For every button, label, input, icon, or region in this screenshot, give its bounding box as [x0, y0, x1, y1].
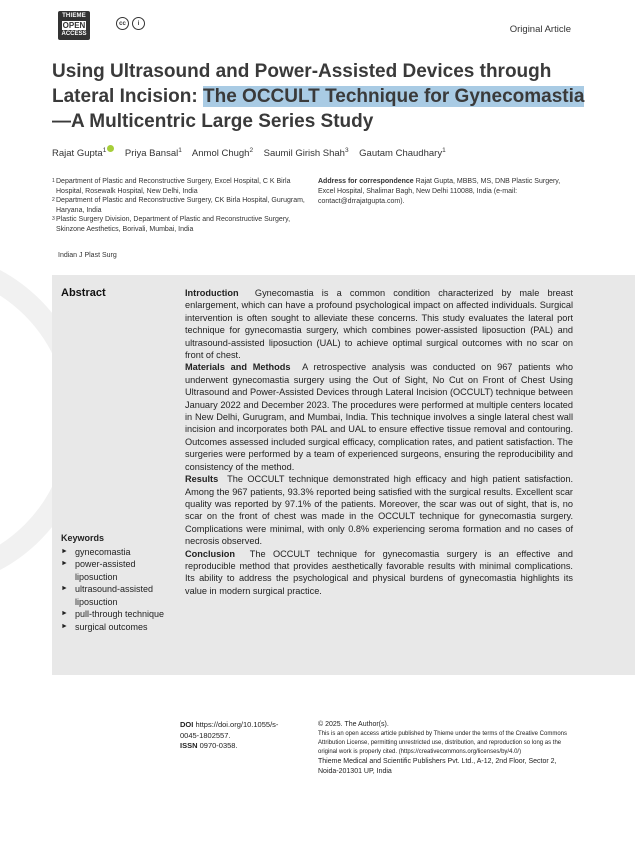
keywords: [61, 532, 176, 633]
article-type: Original Article: [509, 24, 571, 35]
affiliation-item: 1 Department of Plastic and Reconstructive Surgery, Excel Hospital, C K Birla Hospital, Rosewalk Hospital, New Delhi, India: [52, 178, 291, 195]
keywords-heading: Keywords: [61, 533, 105, 543]
by-icon: i: [132, 17, 145, 30]
article-title: Using Ultrasound and Power-Assisted Devices through Lateral Incision: The OCCULT Technique for Gynecomastia—A Multicentric Large Series Study: [52, 61, 585, 132]
author[interactable]: Gautam Chaudhary$^1$: [359, 147, 446, 160]
affiliation-item: 3 Plastic Surgery Division, Department of Plastic and Reconstructive Surgery, Skinzone Aesthetics, Borivali, Mumbai, India: [52, 216, 291, 233]
keyword-item[interactable]: ► gynecomastia: [61, 546, 176, 559]
doi-issn: DOI https://doi.org/10.1055/s-0045-1802557. ISSN 0970-0358.: [180, 720, 279, 750]
author[interactable]: Anmol Chugh$^2$: [191, 147, 254, 160]
abstract-section-introduction: Introduction Gynecomastia is a common condition characterized by male breast enlargement, which can have a profound psychological impact on affected individuals. Surgical intervention is often sought to alleviate these concerns. This study evaluates the lateral port technique for gynecomastia surgery, which combines power-assisted liposuction (PAL) and ultrasound-assisted liposuction (UAL) to achieve optimal surgical outcomes with no scar on front of chest.: [185, 288, 573, 361]
doi-link[interactable]: https://doi.org/10.1055/s-0045-1802557.: [180, 720, 279, 740]
author-list: [52, 145, 446, 159]
correspondence-address: Address for correspondence Rajat Gupta, MBBS, MS, DNB Plastic Surgery, Excel Hospital, Shalimar Bagh, New Delhi 110088, India (e-mail: contact@drrajatgupta.com).: [318, 178, 561, 205]
abstract-heading: Abstract: [61, 287, 106, 299]
keyword-item[interactable]: ► power-assisted liposuction: [61, 558, 176, 583]
affiliation-item: 2 Department of Plastic and Reconstructive Surgery, CK Birla Hospital, Gurugram, Haryana, India: [52, 197, 305, 214]
abstract-text: [185, 287, 573, 597]
thieme-open-access-logo: THIEME OPEN ACCESS: [58, 11, 90, 40]
author[interactable]: Saumil Girish Shah$^3$: [263, 147, 349, 160]
journal-name: Indian J Plast Surg: [58, 252, 117, 259]
abstract-section-results: Results The OCCULT technique demonstrated high efficacy and high patient satisfaction. Among the 967 patients, 93.3% reported being satisfied with the surgical results. Excellent scar quality was reported by 97.1% of the patients. Moreover, the scar was out of sight, that is, no scar on the front of chest was made in the OCCULT technique for gynecomastia surgery. Complications were minimal, with only 0.8% experiencing seroma formation and no cases of necrosis observed.: [185, 474, 573, 547]
orcid-icon[interactable]: [107, 145, 114, 152]
publisher: Thieme Medical and Scientific Publishers Pvt. Ltd., A-12, 2nd Floor, Sector 2, Noida-201301 UP, India: [318, 758, 557, 775]
abstract-section-methods: Materials and Methods A retrospective analysis was conducted on 967 patients who underwent gynecomastia surgery using the Out of Sight, No Cut on Front of Chest Using Ultrasound and Power-Assisted Devices through Lateral Incision (OCCULT) technique between January 2022 and December 2023. The procedures were performed at multiple centers located in New Delhi, Gurugram, and Mumbai, India. This technique involves a single lateral chest wall incision and incorporates both PAL and UAL to ensure effective tissue removal and contouring. Outcomes assessed included surgical efficacy, complication rates, and patient satisfaction. The surgeries were performed by a team of experienced surgeons, ensuring the reproducibility and consistency of the method.: [185, 362, 574, 472]
abstract-box: [52, 275, 635, 675]
author[interactable]: Rajat Gupta$^1$: [52, 148, 114, 159]
cc-icon: cc: [116, 17, 129, 30]
author[interactable]: Priya Bansal$^1$: [124, 147, 182, 160]
highlighted-title-text: The OCCULT Technique for Gynecomastia: [202, 86, 585, 107]
keyword-item[interactable]: ► surgical outcomes: [61, 621, 176, 634]
license-icons: [116, 17, 145, 30]
license-text: This is an open access article published by Thieme under the terms of the Creative Commons Attribution License, permitting unrestricted use, distribution, and reproduction so long as the original work is properly cited. (https://creativecommons.org/licenses/by/4.0/): [318, 731, 568, 755]
keyword-item[interactable]: ► ultrasound-assisted liposuction: [61, 583, 176, 608]
keyword-item[interactable]: ► pull-through technique: [61, 608, 176, 621]
affiliations: [52, 177, 308, 234]
copyright-notice: © 2025. The Author(s). This is an open access article published by Thieme under the terms of the Creative Commons Attribution License, permitting unrestricted use, distribution, and reproduction so long as the original work is properly cited. (https://creativecommons.org/licenses/by/4.0/) Thieme Medical and Scientific Publishers Pvt. Ltd., A-12, 2nd Floor, Sector 2, Noida-201301 UP, India: [318, 720, 578, 777]
abstract-section-conclusion: Conclusion The OCCULT technique for gynecomastia surgery is an effective and reproducible method that provides aesthetically favorable results with minimal complications. Its ability to address the psychological and physical burdens of gynecomastia highlights its value in modern surgical practice.: [185, 548, 573, 596]
